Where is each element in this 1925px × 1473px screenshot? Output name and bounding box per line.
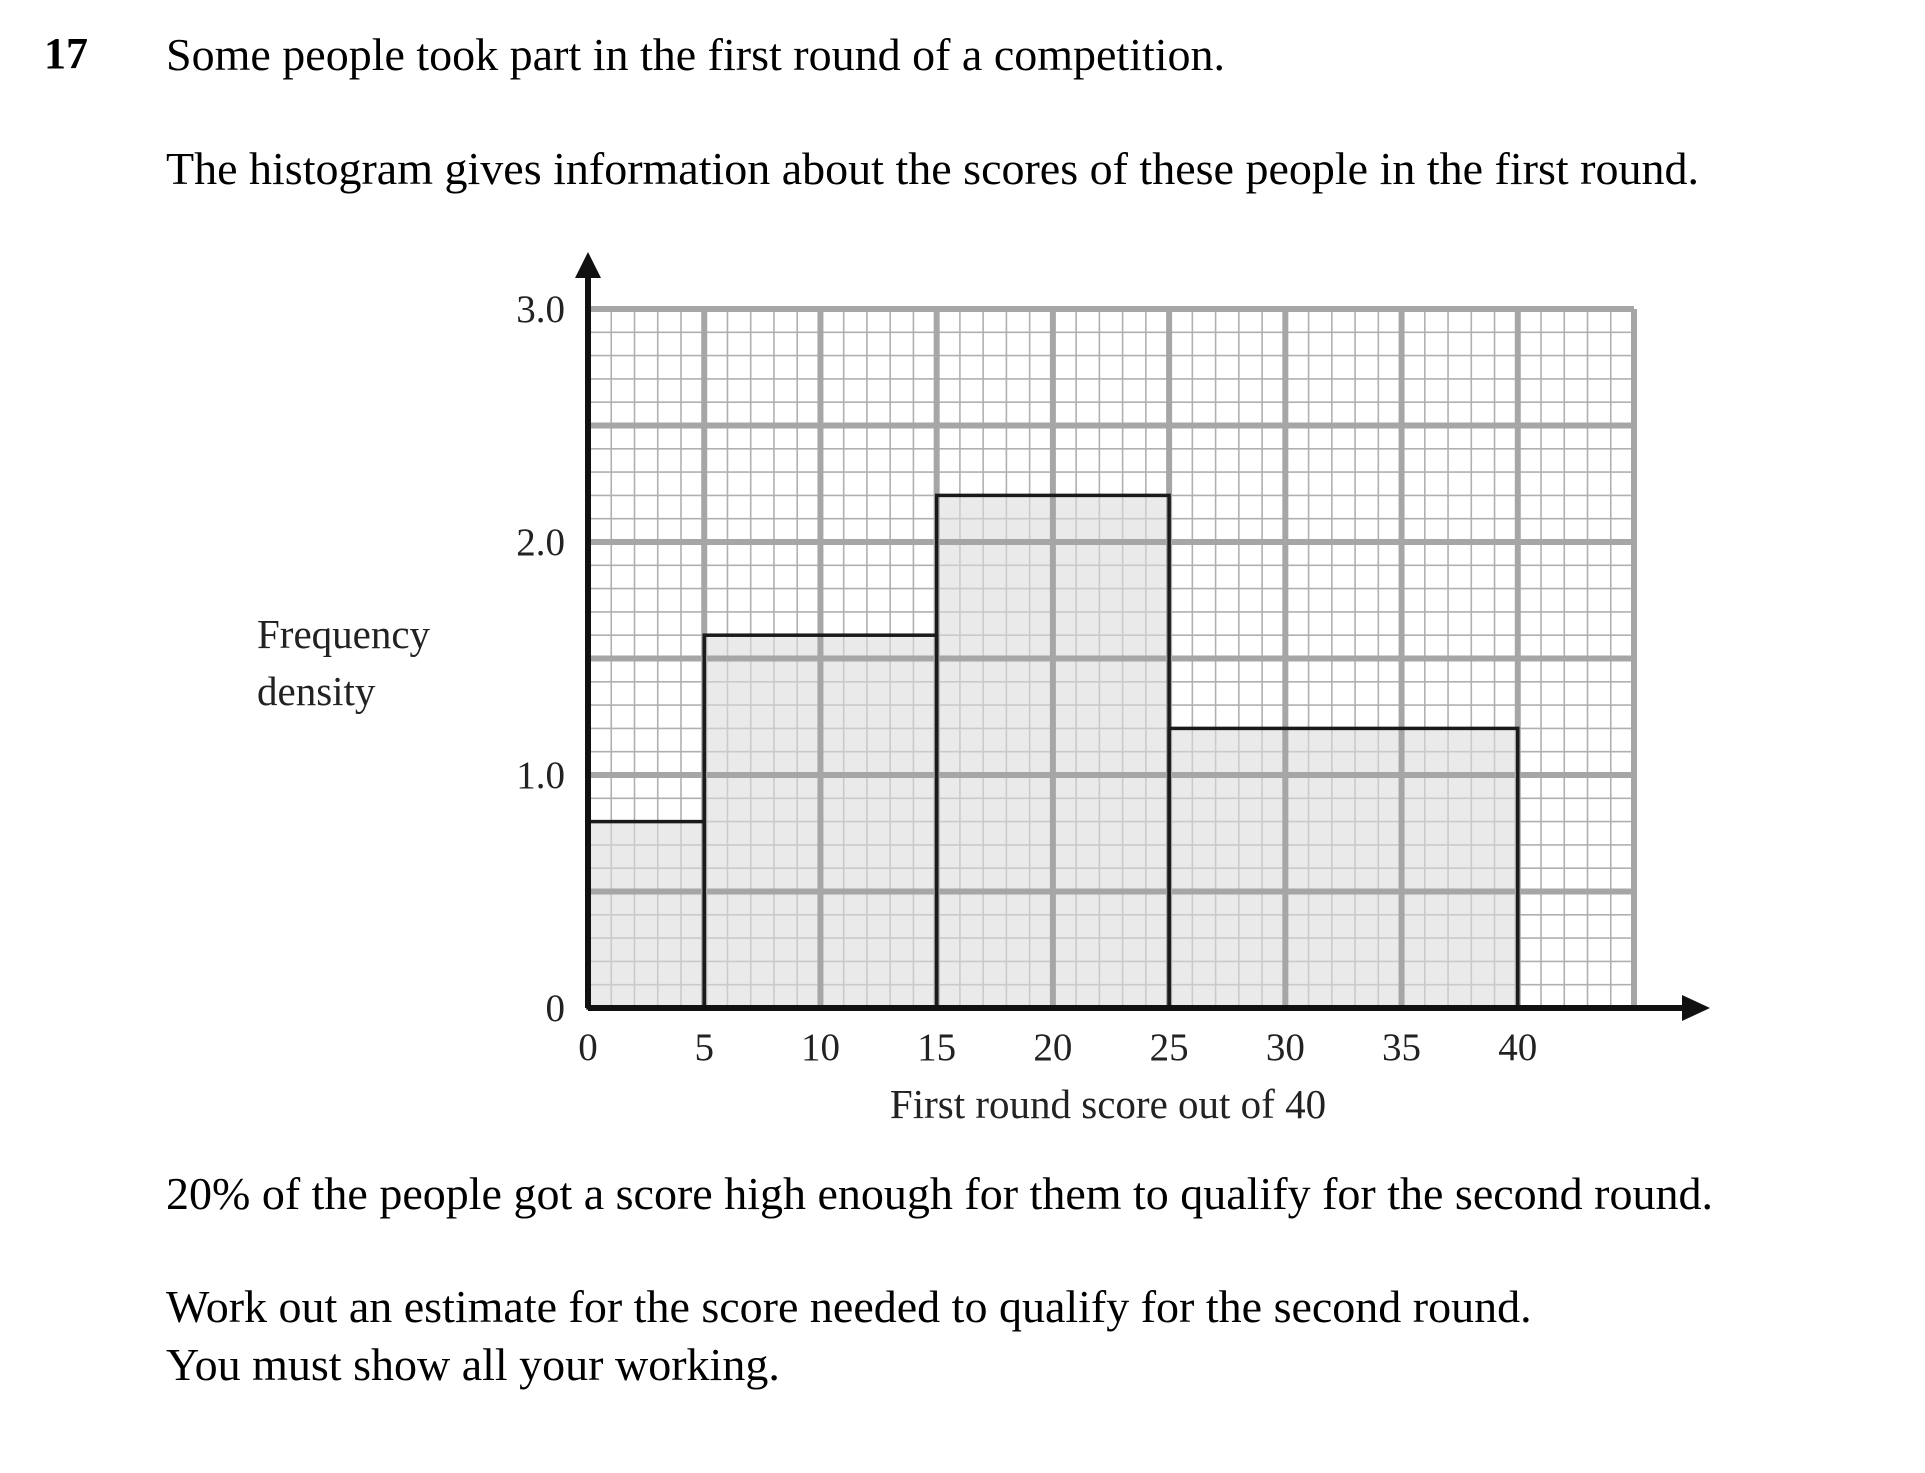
- x-tick-label: 30: [1265, 1026, 1305, 1069]
- x-tick-label: 25: [1149, 1026, 1189, 1069]
- x-tick-label: 20: [1033, 1026, 1073, 1069]
- question-number: 17: [44, 29, 88, 78]
- y-axis-title-line-2: density: [257, 668, 376, 714]
- task-line-1: Work out an estimate for the score needed to qualify for the second round.: [166, 1281, 1532, 1332]
- histogram-bar-1: [588, 822, 704, 1008]
- x-tick-label: 10: [800, 1026, 840, 1069]
- y-axis-title-line-1: Frequency: [257, 611, 431, 657]
- y-tick-labels: [516, 288, 565, 1030]
- x-tick-label: 15: [917, 1026, 957, 1069]
- x-tick-labels: [578, 1026, 1537, 1069]
- x-tick-label: 0: [578, 1026, 598, 1069]
- histogram-bar-4: [1169, 728, 1518, 1008]
- x-tick-label: 5: [694, 1026, 714, 1069]
- y-tick-label: 3.0: [516, 288, 565, 331]
- x-tick-label: 40: [1498, 1026, 1538, 1069]
- qualification-statement: 20% of the people got a score high enough for them to qualify for the second round.: [166, 1168, 1713, 1219]
- question-description: The histogram gives information about the scores of these people in the first round.: [166, 143, 1699, 194]
- y-axis-arrowhead: [575, 252, 601, 278]
- question-intro: Some people took part in the first round of a competition.: [166, 29, 1226, 80]
- x-axis-title: First round score out of 40: [889, 1081, 1327, 1127]
- y-tick-label: 1.0: [516, 754, 565, 797]
- task-line-2: You must show all your working.: [166, 1339, 780, 1390]
- y-tick-label: 0: [545, 987, 565, 1030]
- y-tick-label: 2.0: [516, 521, 565, 564]
- x-tick-label: 35: [1382, 1026, 1422, 1069]
- x-axis-arrowhead: [1682, 995, 1710, 1021]
